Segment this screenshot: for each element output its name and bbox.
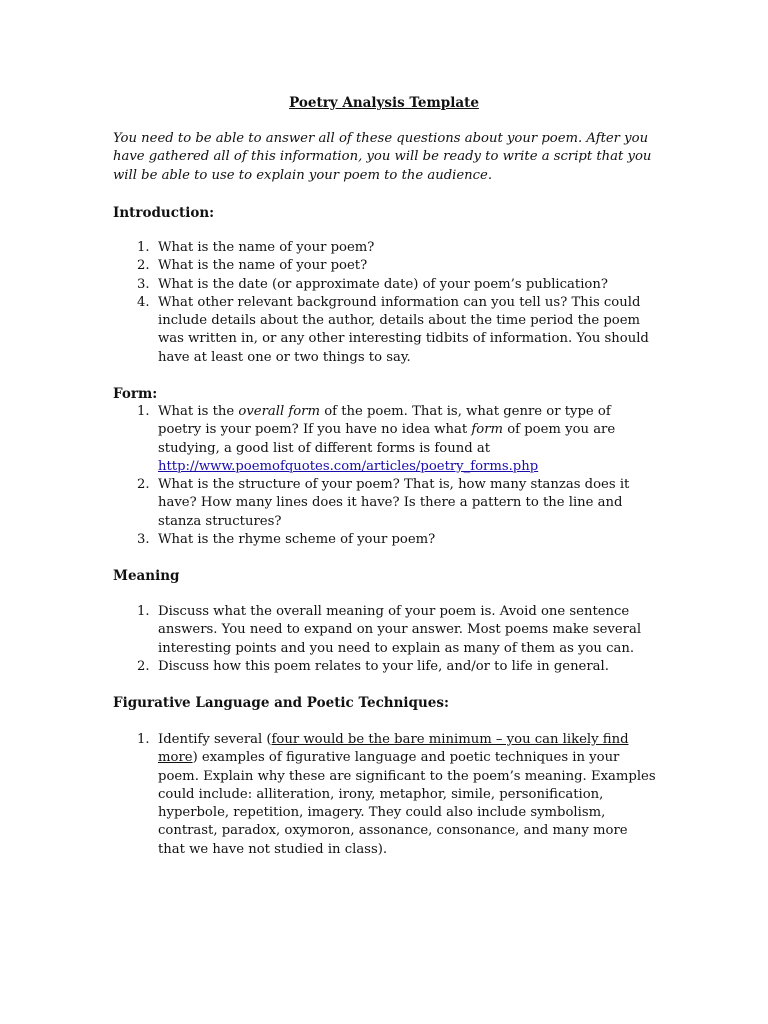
list-item-number: 1. [137,604,150,619]
list-item-text: What other relevant background information can you tell us? This could include details about the author, details about the time period the poem was written in, or any other interesting tidbits of information. You should have at least one or two things to say. [158,294,649,365]
list-item-number: 4. [137,294,150,310]
list-item [113,276,658,294]
section-heading-figurative: Figurative Language and Poetic Techniques: [113,695,449,711]
list-item [113,403,658,476]
list-item-text: What is the structure of your poem? That is, how many stanzas does it have? How many lines does it have? Is there a pattern to the line and stanza structures? [158,477,630,529]
list-item-text: What is the date (or approximate date) of your poem’s publication? [158,276,608,292]
list-item [113,531,658,549]
list-item-text: What is the [158,404,239,419]
list-item [113,731,658,859]
introduction-list [113,239,658,367]
section-heading-form: Form: [113,386,158,402]
list-item-text: What is the rhyme scheme of your poem? [158,532,436,548]
poetry-forms-link[interactable]: http://www.poemofquotes.com/articles/poetry_forms.php [158,458,539,474]
list-item-number: 3. [137,276,150,292]
section-heading-introduction: Introduction: [113,205,215,221]
list-item-number: 2. [137,477,150,493]
list-item-text: What is the name of your poet? [158,258,368,274]
list-item-number: 2. [137,258,150,274]
list-item-text: Identify several ( [158,732,272,747]
list-item-text: of the poem. That is, what genre or type of poetry is your poem? If you have no idea what [158,404,611,438]
list-item-number: 3. [137,532,150,548]
list-item-underlined-text: four would be the bare minimum – you can likely find more [158,732,629,766]
section-heading-meaning: Meaning [113,568,180,584]
list-item-italic-text: form [471,422,504,438]
list-item [113,294,658,367]
page-title: Poetry Analysis Template [289,95,479,111]
list-item-number: 2. [137,658,150,674]
meaning-list [113,603,658,676]
intro-paragraph: You need to be able to answer all of these questions about your poem. After you have gathered all of this information, you will be ready to write a script that you will be able to use to explain your poem to the audience. [113,131,652,183]
list-item-text: Discuss what the overall meaning of your poem is. Avoid one sentence answers. You need to expand on your answer. Most poems make several interesting points and you need to explain as many of them as you can. [158,604,642,656]
form-list [113,403,658,549]
figurative-list [113,731,658,859]
list-item-number: 1. [137,732,150,747]
list-item-text: ) examples of figurative language and poetic techniques in your poem. Explain why these are significant to the poem’s meaning. Examples could include: alliteration, irony, metaphor, simile, personification, hyperbole, repetition, imagery. They could also include symbolism, contrast, paradox, oxymoron, assonance, consonance, and many more that we have not studied in class). [158,750,656,857]
list-item [113,603,658,658]
list-item [113,476,658,531]
list-item-text: Discuss how this poem relates to your life, and/or to life in general. [158,658,609,674]
list-item-text: What is the name of your poem? [158,240,375,255]
list-item-italic-text: overall form [238,404,320,419]
list-item-number: 1. [137,240,150,255]
list-item [113,257,658,275]
list-item-text: of poem you are studying, a good list of different forms is found at [158,422,616,456]
list-item [113,239,658,257]
list-item [113,658,658,676]
list-item-number: 1. [137,404,150,419]
